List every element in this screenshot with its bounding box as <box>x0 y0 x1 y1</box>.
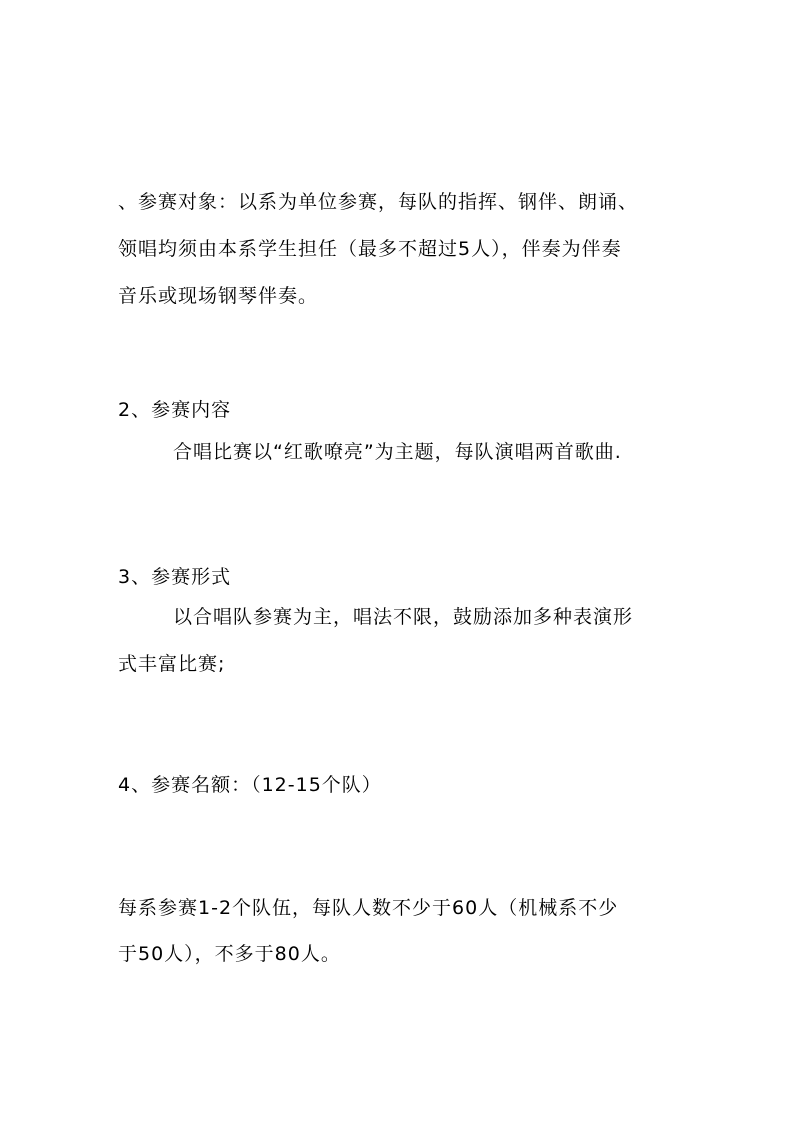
section2-body: 合唱比赛以“红歌嘹亮”为主题，每队演唱两首歌曲. <box>173 441 622 463</box>
section3-heading: 3、参赛形式 <box>118 566 232 588</box>
section2-heading: 2、参赛内容 <box>118 399 232 421</box>
section1-line-1: 、参赛对象：以系为单位参赛，每队的指挥、钢伴、朗诵、 <box>118 191 639 213</box>
section5-line-1: 每系参赛1-2个队伍，每队人数不少于60人（机械系不少 <box>118 897 619 919</box>
section5-line-2: 于50人），不多于80人。 <box>118 943 341 965</box>
section3-line-1: 以合唱队参赛为主，唱法不限，鼓励添加多种表演形 <box>173 606 634 628</box>
section3-line-2: 式丰富比赛; <box>118 653 226 675</box>
section1-line-2: 领唱均须由本系学生担任（最多不超过5人），伴奏为伴奏 <box>118 238 622 260</box>
section1-line-3: 音乐或现场钢琴伴奏。 <box>118 285 319 307</box>
section4-heading: 4、参赛名额：（12-15个队） <box>118 774 382 796</box>
